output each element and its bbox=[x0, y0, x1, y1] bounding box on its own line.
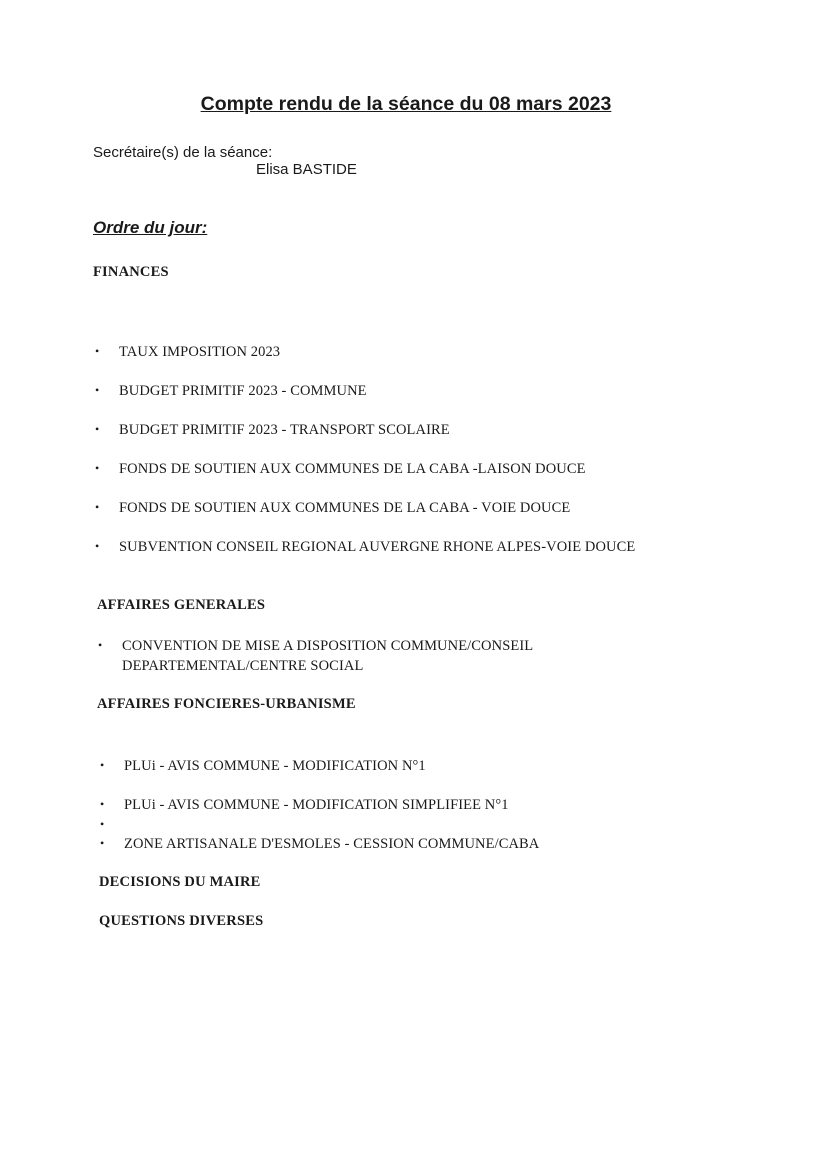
bullet-icon: • bbox=[95, 344, 100, 358]
page-title: Compte rendu de la séance du 08 mars 2023 bbox=[200, 93, 612, 115]
list-item: • ZONE ARTISANALE D'ESMOLES - CESSION COMMUNE/CABA bbox=[124, 833, 539, 855]
section-title-decisions: DECISIONS DU MAIRE bbox=[99, 874, 261, 890]
secretary-label: Secrétaire(s) de la séance: bbox=[93, 144, 273, 161]
list-item: • TAUX IMPOSITION 2023 bbox=[119, 341, 280, 363]
section-title-finances: FINANCES bbox=[93, 264, 169, 280]
list-item-continuation: DEPARTEMENTAL/CENTRE SOCIAL bbox=[122, 658, 364, 674]
section-title-affaires-foncieres: AFFAIRES FONCIERES-URBANISME bbox=[97, 696, 356, 712]
section-title-questions: QUESTIONS DIVERSES bbox=[99, 913, 264, 929]
list-item: • FONDS DE SOUTIEN AUX COMMUNES DE LA CABA -LAISON DOUCE bbox=[119, 458, 586, 480]
list-item: • PLUi - AVIS COMMUNE - MODIFICATION SIMPLIFIEE N°1 bbox=[124, 794, 509, 816]
list-item: • PLUi - AVIS COMMUNE - MODIFICATION N°1 bbox=[124, 755, 426, 777]
bullet-icon: • bbox=[98, 638, 103, 652]
list-item: • BUDGET PRIMITIF 2023 - TRANSPORT SCOLAIRE bbox=[119, 419, 450, 441]
list-item: • SUBVENTION CONSEIL REGIONAL AUVERGNE RHONE ALPES-VOIE DOUCE bbox=[119, 536, 635, 558]
bullet-icon: • bbox=[95, 461, 100, 475]
bullet-icon: • bbox=[100, 836, 105, 850]
list-item: • BUDGET PRIMITIF 2023 - COMMUNE bbox=[119, 380, 367, 402]
bullet-icon: • bbox=[95, 383, 100, 397]
agenda-heading: Ordre du jour: bbox=[93, 218, 208, 237]
bullet-icon: • bbox=[100, 817, 105, 831]
secretary-name: Elisa BASTIDE bbox=[256, 161, 357, 178]
bullet-icon: • bbox=[100, 758, 105, 772]
list-item: • CONVENTION DE MISE A DISPOSITION COMMUNE/CONSEIL bbox=[122, 635, 533, 657]
bullet-icon: • bbox=[95, 422, 100, 436]
list-item: • FONDS DE SOUTIEN AUX COMMUNES DE LA CABA - VOIE DOUCE bbox=[119, 497, 570, 519]
bullet-icon: • bbox=[95, 500, 100, 514]
bullet-icon: • bbox=[95, 539, 100, 553]
section-title-affaires-generales: AFFAIRES GENERALES bbox=[97, 597, 266, 613]
bullet-icon: • bbox=[100, 797, 105, 811]
